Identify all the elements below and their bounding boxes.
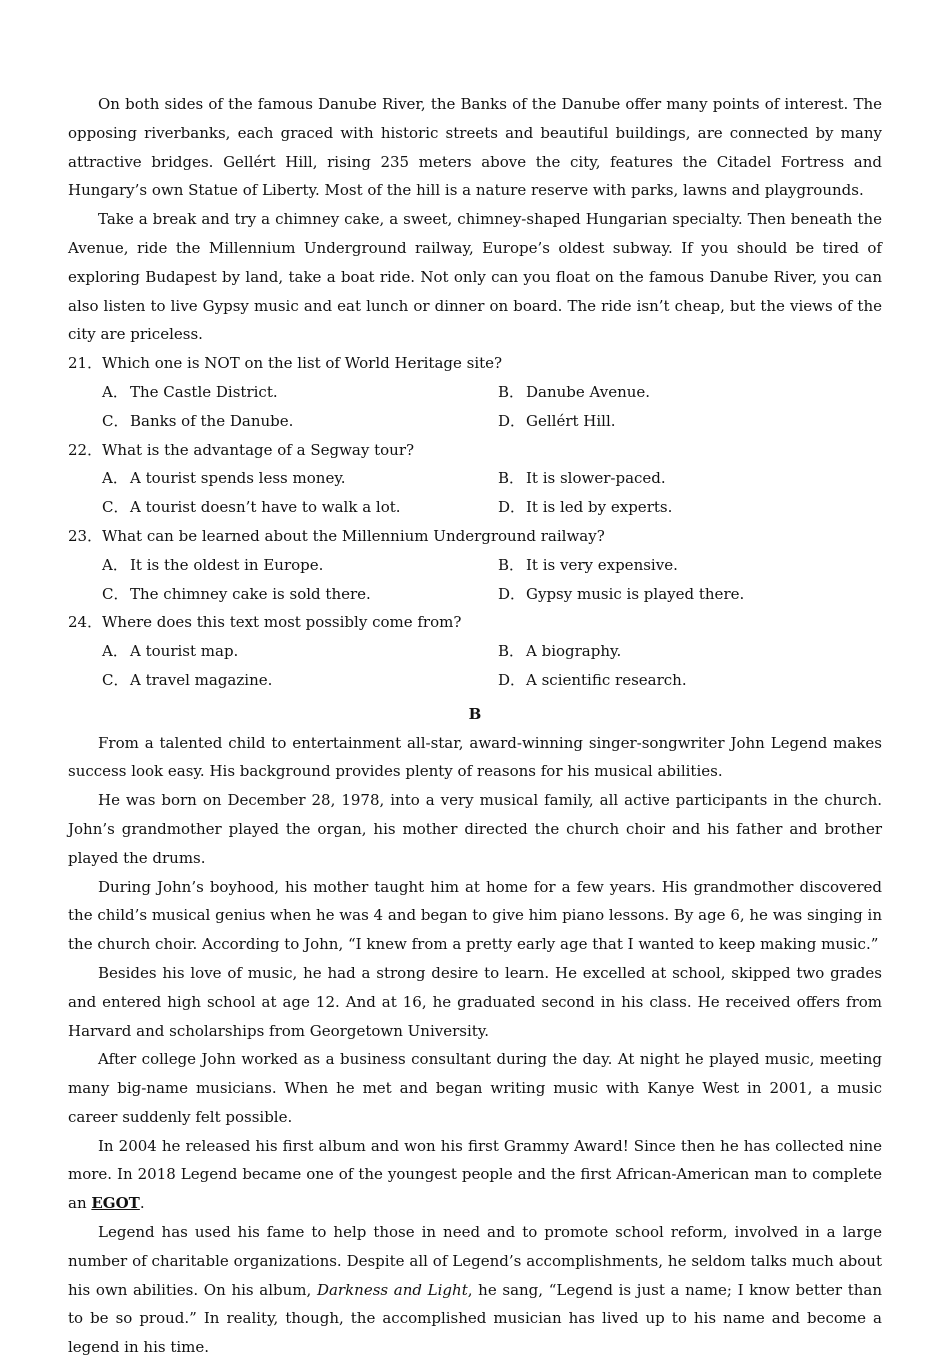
option-a[interactable]: A． A tourist map. [102,642,239,661]
option-d[interactable]: D． A scientific research. [498,670,687,689]
passage-a [68,90,882,349]
option-b[interactable]: B． It is very expensive. [498,555,678,574]
question-text: Where does this text most possibly come from? [102,613,462,632]
option-d[interactable]: D． It is led by experts. [498,498,673,517]
option-a[interactable]: A． A tourist spends less money. [102,469,346,488]
passage-b [68,700,882,1362]
option-b[interactable]: B． It is slower-paced. [498,469,666,488]
passage-b-paragraph-5: After college John worked as a business consultant during the day. At night he played music, meeting many big-name musicians. When he met and began writing music with Kanye West in 2001, a music career suddenly felt possible. [68,1050,882,1126]
option-c[interactable]: C． A tourist doesn’t have to walk a lot. [102,498,401,517]
question-number: 22． [68,440,103,459]
question-list [68,349,882,695]
passage-a-paragraph-1: On both sides of the famous Danube River, the Banks of the Danube offer many points of interest. The opposing riverbanks, each graced with historic streets and beautiful buildings, are connected by many attractive bridges. Gellért Hill, rising 235 meters above the city, features the Citadel Fortress and Hungary’s own Statue of Liberty. Most of the hill is a nature reserve with parks, lawns and playgrounds. [68,95,882,200]
option-c[interactable]: C． A travel magazine. [102,670,273,689]
option-c[interactable]: C． Banks of the Danube. [102,411,294,430]
option-b[interactable]: B． Danube Avenue. [498,382,651,401]
question-number: 21． [68,354,103,373]
option-d[interactable]: D． Gellért Hill. [498,411,616,430]
passage-b-paragraph-7: Legend has used his fame to help those in need and to promote school reform, involved in a large number of charitable organizations. Despite all of Legend’s accomplishments, he seldom talks much about his own abilities. On his album, Darkness and Light, he sang, “Legend is just a name; I know better than to be so proud.” In reality, though, the accomplished musician has lived up to his name and become a legend in his time. [68,1223,883,1357]
question-number: 23． [68,526,103,545]
exam-page [68,90,882,1362]
passage-b-paragraph-6: In 2004 he released his first album and won his first Grammy Award! Since then he has collected nine more. In 2018 Legend became one of the youngest people and the first African-American man to complete an EGOT. [68,1136,882,1213]
question-22 [68,436,882,522]
passage-a-paragraph-2: Take a break and try a chimney cake, a sweet, chimney-shaped Hungarian specialty. Then beneath the Avenue, ride the Millennium Underground railway, Europe’s oldest subway. If you should be tired of exploring Budapest by land, take a boat ride. Not only can you float on the famous Danube River, you can also listen to live Gypsy music and eat lunch or dinner on board. The ride isn’t cheap, but the views of the city are priceless. [68,210,882,344]
question-21 [68,349,882,435]
option-a[interactable]: A． It is the oldest in Europe. [102,555,324,574]
option-d[interactable]: D． Gypsy music is played there. [498,584,745,603]
option-a[interactable]: A． The Castle District. [102,382,278,401]
question-text: What can be learned about the Millennium Underground railway? [102,526,605,545]
album-title: Darkness and Light [316,1280,468,1299]
option-c[interactable]: C． The chimney cake is sold there. [102,584,371,603]
question-number: 24． [68,613,103,632]
option-b[interactable]: B． A biography. [498,642,622,661]
question-text: What is the advantage of a Segway tour? [102,440,415,459]
egot-term: EGOT [91,1194,140,1213]
passage-b-title: B [468,704,482,723]
question-23 [68,522,882,608]
passage-b-paragraph-1: From a talented child to entertainment all-star, award-winning singer-songwriter John Legend makes success look easy. His background provides plenty of reasons for his musical abilities. [68,733,882,781]
passage-b-paragraph-3: During John’s boyhood, his mother taught him at home for a few years. His grandmother discovered the child’s musical genius when he was 4 and began to give him piano lessons. By age 6, he was singing in the church choir. According to John, “I knew from a pretty early age that I wanted to keep making music.” [68,877,882,954]
passage-b-paragraph-4: Besides his love of music, he had a strong desire to learn. He excelled at school, skipped two grades and entered high school at age 12. And at 16, he graduated second in his class. He received offers from Harvard and scholarships from Georgetown University. [68,963,882,1040]
question-text: Which one is NOT on the list of World Heritage site? [102,354,503,373]
question-24 [68,608,882,694]
passage-b-paragraph-2: He was born on December 28, 1978, into a very musical family, all active participants in the church. John’s grandmother played the organ, his mother directed the church choir and his father and brother played the drums. [68,791,882,867]
